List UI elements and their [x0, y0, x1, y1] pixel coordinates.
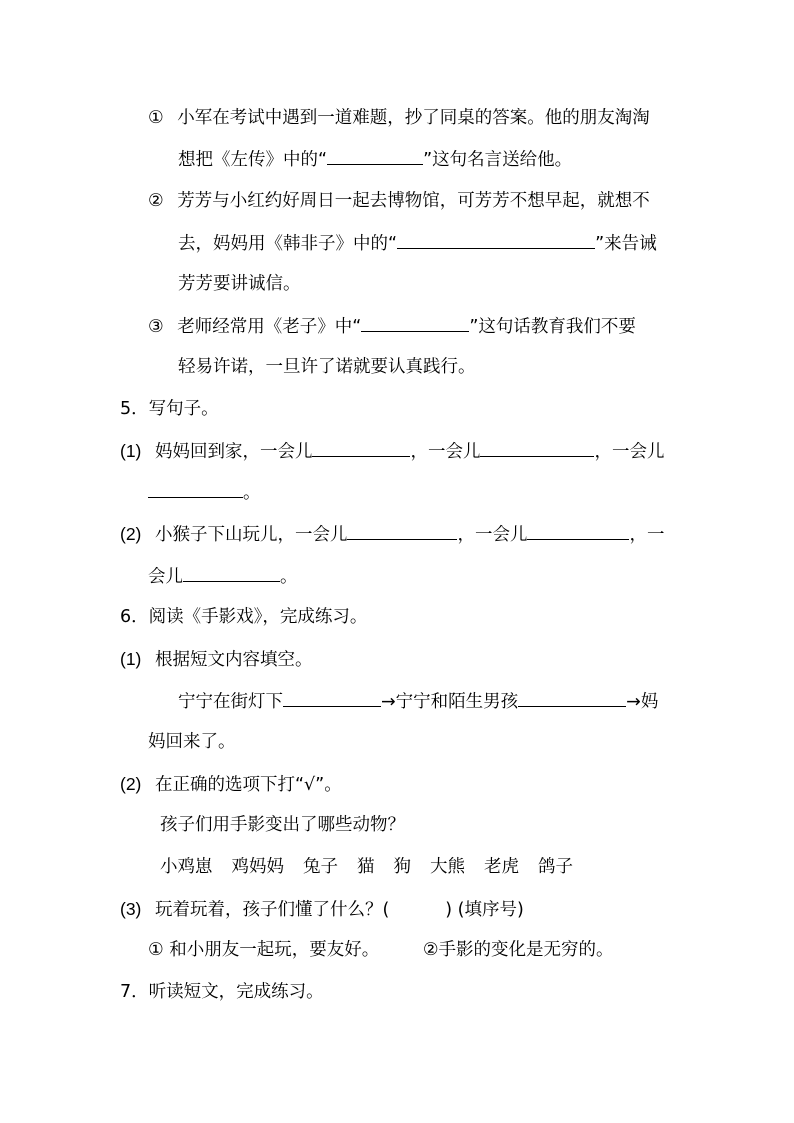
- q4-item2-line3: 芳芳要讲诚信。: [178, 274, 301, 294]
- text: 会儿: [148, 567, 183, 587]
- q4-item2-line1: [148, 189, 650, 213]
- q5-title: 5．写句子。: [120, 399, 219, 419]
- marker: ②: [148, 191, 164, 211]
- q6-part1-fill-line1: [178, 689, 658, 714]
- text: ”来告诫: [595, 234, 657, 254]
- text: 宁宁和陌生男孩: [395, 692, 519, 712]
- answer-blank[interactable]: [148, 480, 243, 498]
- q5-sentence2-line1: [120, 522, 664, 547]
- marker: ③: [148, 317, 164, 337]
- text: 妈: [640, 692, 659, 712]
- sub-number: (1): [120, 649, 142, 669]
- text: 去，妈妈用《韩非子》中的“: [178, 234, 398, 254]
- answer-blank[interactable]: [327, 147, 423, 165]
- answer-blank[interactable]: [361, 314, 469, 332]
- q4-item2-line2: [178, 231, 657, 256]
- answer-blank[interactable]: [183, 564, 280, 582]
- text: 妈妈回到家，一会儿: [154, 442, 313, 462]
- answer-blank[interactable]: [397, 231, 595, 249]
- arrow-icon: →: [381, 692, 396, 712]
- sub-number: (3): [120, 899, 142, 919]
- q4-item2-text: 芳芳与小红约好周日一起去博物馆，可芳芳不想早起，就想不: [177, 191, 650, 211]
- q6-animal-options: [160, 855, 592, 879]
- q4-item1-text: 小军在考试中遇到一道难题，抄了同桌的答案。他的朋友淘淘: [177, 108, 650, 128]
- sub-number: (1): [120, 441, 142, 461]
- q7-title: 7．听读短文，完成练习。: [120, 982, 324, 1002]
- text: 。: [243, 483, 261, 503]
- option-item[interactable]: 兔子: [303, 857, 338, 877]
- option-item[interactable]: 狗: [393, 857, 411, 877]
- text: 想把《左传》中的“: [178, 150, 328, 170]
- text: 宁宁在街灯下: [178, 692, 283, 712]
- q6-part2-heading: [120, 772, 342, 797]
- sub-number: (2): [120, 524, 142, 544]
- q4-item3-line2: 轻易许诺，一旦许了诺就要认真践行。: [178, 357, 476, 377]
- text: ，一会儿: [457, 525, 528, 545]
- option-1: ① 和小朋友一起玩，要友好。: [148, 940, 380, 960]
- option-item[interactable]: 鸽子: [538, 857, 573, 877]
- text: 小猴子下山玩儿，一会儿: [154, 525, 348, 545]
- q5-sentence2-line2: [148, 564, 298, 589]
- answer-blank[interactable]: [283, 689, 381, 707]
- answer-blank[interactable]: [312, 439, 410, 457]
- answer-blank[interactable]: [518, 689, 626, 707]
- option-item[interactable]: 猫: [357, 857, 375, 877]
- text: ”这句话教育我们不要: [469, 317, 636, 337]
- text: ，一: [629, 525, 665, 545]
- q6-part1-heading: [120, 647, 312, 672]
- arrow-icon: →: [626, 692, 641, 712]
- sub-number: (2): [120, 774, 142, 794]
- marker: ①: [148, 108, 164, 128]
- q6-part3-options: [148, 938, 614, 962]
- option-item[interactable]: 老虎: [484, 857, 519, 877]
- option-item[interactable]: 小鸡崽: [160, 857, 213, 877]
- option-item[interactable]: 大熊: [430, 857, 465, 877]
- text: 玩着玩着，孩子们懂了什么？(: [154, 900, 390, 920]
- option-2: ②手影的变化是无穷的。: [422, 940, 614, 960]
- text: 老师经常用《老子》中“: [177, 317, 362, 337]
- q6-part3-heading: [120, 897, 524, 922]
- text: 。: [280, 567, 298, 587]
- text: ，一会儿: [410, 442, 481, 462]
- option-item[interactable]: 鸡妈妈: [231, 857, 284, 877]
- text: 根据短文内容填空。: [154, 650, 313, 670]
- q6-part2-question: 孩子们用手影变出了哪些动物？: [160, 815, 405, 835]
- q4-item1-line1: [148, 106, 650, 130]
- text: 在正确的选项下打“√”。: [154, 775, 342, 795]
- q6-title: 6．阅读《手影戏》，完成练习。: [120, 607, 368, 627]
- answer-blank[interactable]: [480, 439, 594, 457]
- q4-item3-line1: [148, 314, 636, 339]
- answer-blank[interactable]: [347, 522, 457, 540]
- text: ，一会儿: [594, 442, 665, 462]
- answer-blank[interactable]: [527, 522, 629, 540]
- text: ”这句名言送给他。: [423, 150, 573, 170]
- q5-sentence1-line1: [120, 439, 664, 464]
- text: ) (填序号): [445, 900, 524, 920]
- q4-item1-line2: [178, 147, 572, 172]
- q6-part1-fill-line2: 妈回来了。: [148, 732, 236, 752]
- q5-sentence1-line2: [148, 480, 261, 505]
